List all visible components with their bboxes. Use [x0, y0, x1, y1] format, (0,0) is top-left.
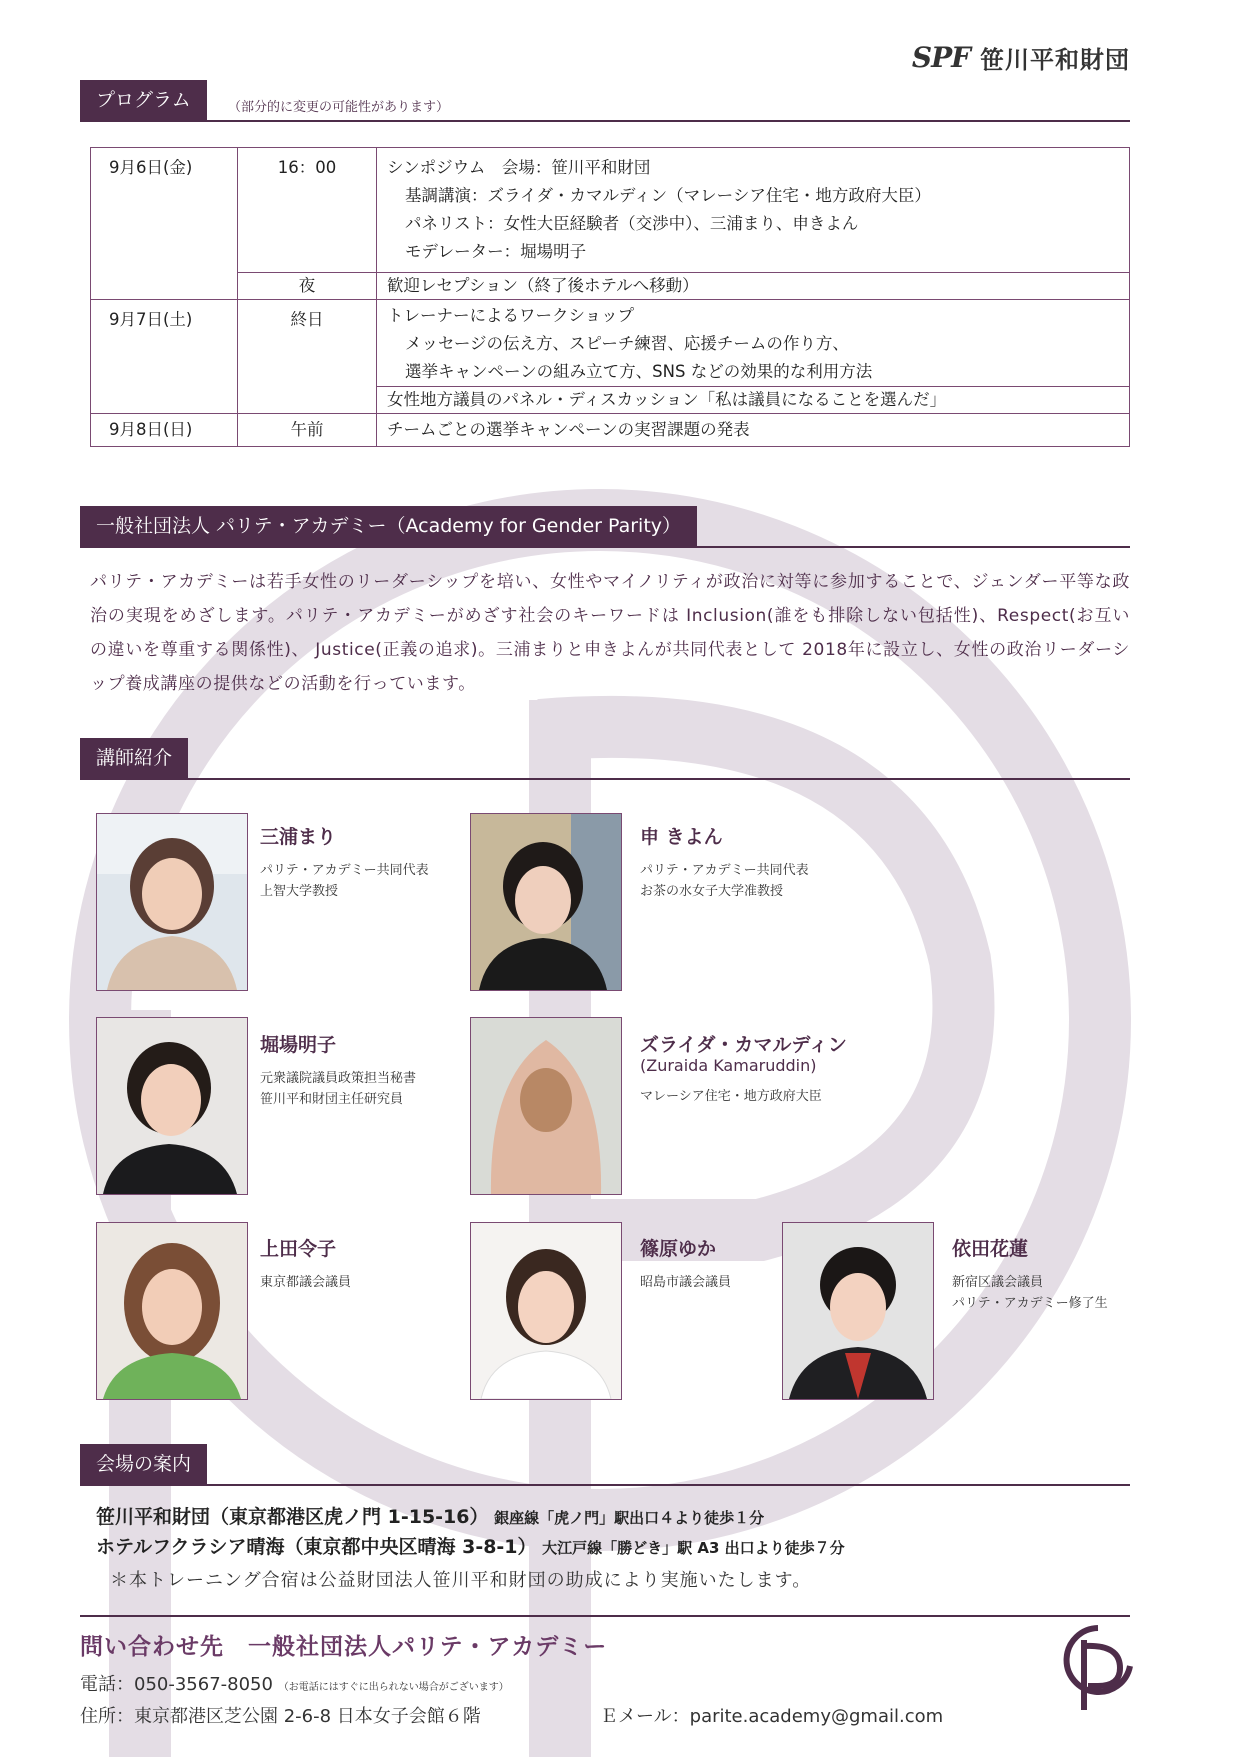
program-line: メッセージの伝え方、スピーチ練習、応援チームの作り方、 — [405, 334, 849, 353]
lecturer-role: 新宿区議会議員 — [952, 1275, 1044, 1290]
phone-number: 電話：050-3567-8050 — [80, 1674, 273, 1695]
lecturer-role: 東京都議会議員 — [260, 1275, 352, 1290]
program-table — [90, 147, 1130, 447]
lecturer-photo — [96, 813, 248, 991]
about-heading: 一般社団法人 パリテ・アカデミー（Academy for Gender Parity） — [80, 506, 697, 546]
lecturer-role: 上智大学教授 — [260, 884, 339, 899]
lecturer-role: パリテ・アカデミー共同代表 — [640, 863, 809, 878]
program-content — [377, 300, 1130, 387]
program-content — [377, 387, 1130, 414]
venue-access: 大江戸線「勝どき」駅 A3 出口より徒歩７分 — [542, 1539, 845, 1557]
lecturer-role: お茶の水女子大学准教授 — [640, 884, 784, 899]
program-line: パネリスト：女性大臣経験者（交渉中）、三浦まり、申きよん — [405, 214, 859, 233]
program-content — [377, 414, 1130, 447]
contact-phone — [80, 1670, 509, 1696]
lecturer-name-romanized: (Zuraida Kamaruddin) — [640, 1056, 817, 1075]
program-date: 9月7日(土) — [91, 300, 238, 414]
program-line: 歓迎レセプション（終了後ホテルへ移動） — [387, 276, 699, 295]
lecturers-rule — [80, 778, 1130, 780]
venue-heading: 会場の案内 — [80, 1444, 207, 1484]
program-line: 女性地方議員のパネル・ディスカッション「私は議員になることを選んだ」 — [387, 390, 947, 409]
about-body: パリテ・アカデミーは若手女性のリーダーシップを培い、女性やマイノリティが政治に対等に参加することで、ジェンダー平等な政治の実現をめざします。パリテ・アカデミーがめざす社会のキーワードは Inclusion(誰をも排除しない包括性)、Respect(お互いの違いを尊重する関係性)、 Justice(正義の追求)。三浦まりと申きよんが共同代表として 2018年に設立し、女性の政治リーダーシップ養成講座の提供などの活動を行っています。 — [90, 572, 1130, 694]
lecturer-role: マレーシア住宅・地方政府大臣 — [640, 1089, 822, 1104]
venue-line — [96, 1502, 764, 1529]
program-line: トレーナーによるワークショップ — [387, 306, 635, 325]
lecturer-name: ズライダ・カマルディン — [640, 1034, 847, 1056]
program-line: 基調講演：ズライダ・カマルディン（マレーシア住宅・地方政府大臣） — [405, 186, 931, 205]
lecturer-name: 篠原ゆか — [640, 1238, 717, 1260]
program-rule — [80, 120, 1130, 122]
program-line: シンポジウム 会場：笹川平和財団 — [387, 158, 651, 177]
spf-logo-mark: SPF — [911, 41, 970, 74]
contact-address: 住所：東京都港区芝公園 2-6-8 日本女子会館６階 — [80, 1706, 481, 1727]
lecturer-name: 上田令子 — [260, 1238, 337, 1260]
program-note: （部分的に変更の可能性があります） — [228, 100, 450, 115]
venue-address: 笹川平和財団（東京都港区虎ノ門 1-15-16） — [96, 1506, 489, 1528]
lecturer-photo — [470, 1222, 622, 1400]
venue-address: ホテルフクラシア晴海（東京都中央区晴海 3-8-1） — [96, 1536, 537, 1558]
org-logo — [912, 40, 1130, 75]
program-heading: プログラム — [80, 80, 207, 120]
lecturer-photo — [96, 1222, 248, 1400]
program-row — [91, 148, 1130, 273]
contact-title: 問い合わせ先 一般社団法人パリテ・アカデミー — [80, 1634, 608, 1660]
program-time: 午前 — [238, 414, 377, 447]
lecturer-role: 元衆議院議員政策担当秘書 — [260, 1071, 417, 1086]
program-row — [91, 300, 1130, 387]
program-row — [91, 414, 1130, 447]
lecturer-photo — [96, 1017, 248, 1195]
lecturer-photo — [782, 1222, 934, 1400]
program-date: 9月8日(日) — [91, 414, 238, 447]
program-date: 9月6日(金) — [91, 148, 238, 300]
program-row — [91, 273, 1130, 300]
lecturer-role: 笹川平和財団主任研究員 — [260, 1092, 404, 1107]
venue-access: 銀座線「虎ノ門」駅出口４より徒歩１分 — [494, 1509, 765, 1527]
lecturer-name: 三浦まり — [260, 826, 337, 848]
grant-note: ＊本トレーニング合宿は公益財団法人笹川平和財団の助成により実施いたします。 — [110, 1570, 812, 1591]
lecturer-photo — [470, 1017, 622, 1195]
program-content — [377, 273, 1130, 300]
lecturer-role: 昭島市議会議員 — [640, 1275, 732, 1290]
phone-note: （お電話にはすぐに出られない場合がございます） — [278, 1682, 509, 1693]
program-line: 選挙キャンペーンの組み立て方、SNS などの効果的な利用方法 — [405, 362, 873, 381]
program-time: 夜 — [238, 273, 377, 300]
venue-line — [96, 1532, 845, 1559]
lecturer-name: 依田花蓮 — [952, 1238, 1029, 1260]
program-time: 16：00 — [238, 148, 377, 273]
lecturer-photo — [470, 813, 622, 991]
lecturer-role: パリテ・アカデミー修了生 — [952, 1296, 1108, 1311]
parite-logo-icon — [1058, 1622, 1138, 1712]
footer-rule — [80, 1615, 1130, 1617]
lecturer-name: 申 きよん — [640, 826, 723, 848]
program-line: モデレーター：堀場明子 — [405, 242, 587, 261]
program-time: 終日 — [238, 300, 377, 414]
about-rule — [80, 546, 1130, 548]
venue-rule — [80, 1484, 1130, 1486]
lecturer-name: 堀場明子 — [260, 1034, 337, 1056]
lecturers-heading: 講師紹介 — [80, 738, 188, 778]
lecturer-role: パリテ・アカデミー共同代表 — [260, 863, 429, 878]
program-content — [377, 148, 1130, 273]
org-name: 笹川平和財団 — [980, 46, 1130, 74]
contact-email[interactable]: Ｅメール：parite.academy@gmail.com — [600, 1706, 944, 1727]
program-line: チームごとの選挙キャンペーンの実習課題の発表 — [387, 420, 750, 439]
